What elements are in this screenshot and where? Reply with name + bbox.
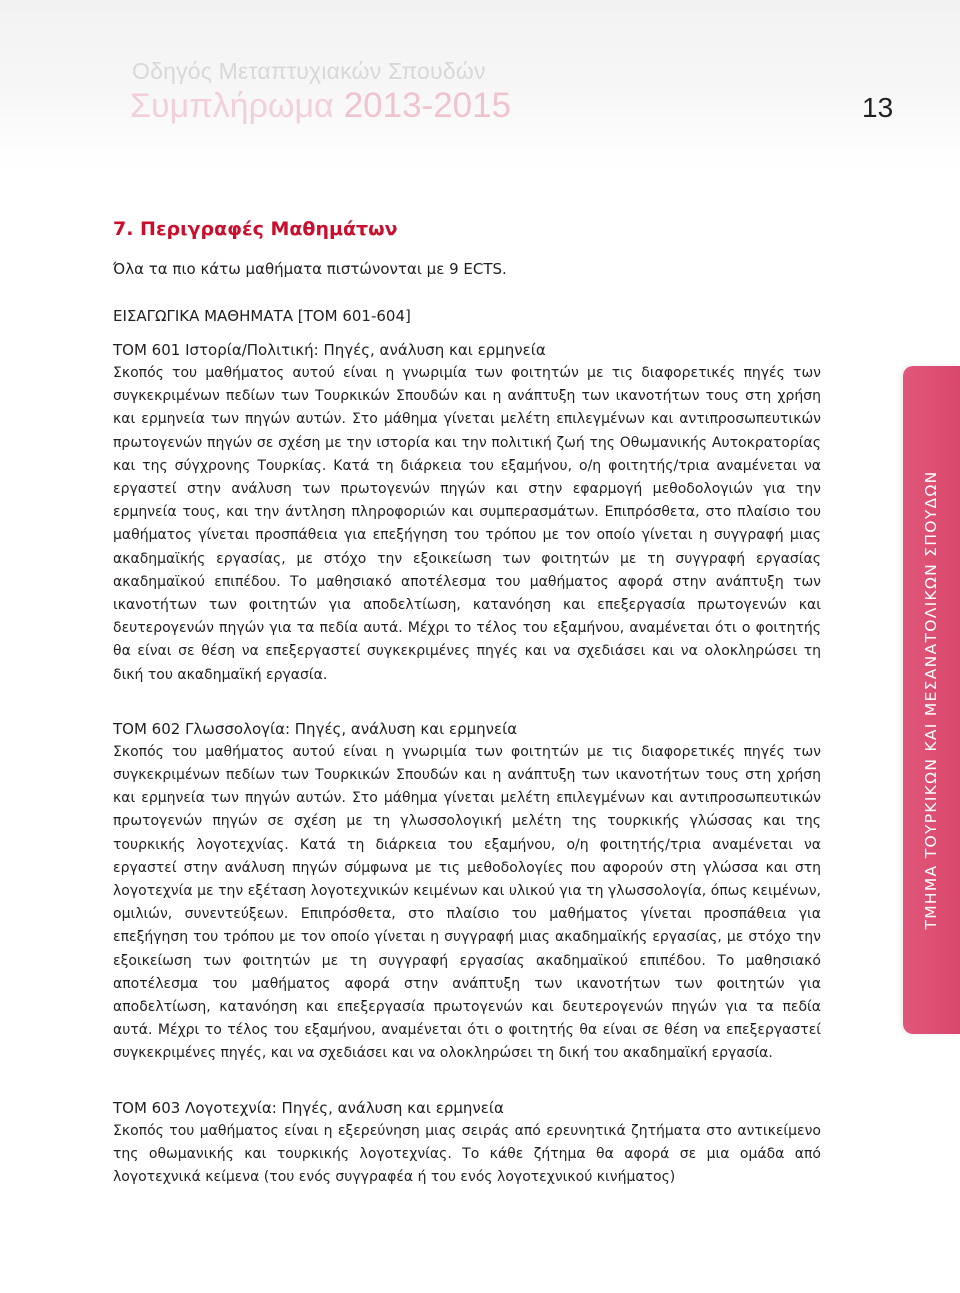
course-description: Σκοπός του μαθήματος αυτού είναι η γνωριμία των φοιτητών με τις διαφορετικές πηγές των συγκεκριμένων πεδίων των Τουρκικών Σπουδών και η ανάπτυξη των ικανοτήτων τους στη χρήση και ερμηνεία των πηγών αυτών. Στο μάθημα γίνεται μελέτη επιλεγμένων και αντιπροσωπευτικών πρωτογενών πηγών σε σχέση με τη γλωσσολογική μελέτη της τουρκικής γλώσσας και της τουρκικής λογοτεχνίας. Κατά τη διάρκεια του εξαμήνου, ο/η φοιτητής/τρια αναμένεται να εργαστεί στην ανάλυση πηγών σύμφωνα με τις μεθοδολογίες που αφορούν στη γλώσσα και στη λογοτεχνία με την εξέταση λογοτεχνικών κειμένων και υλικού για τη γλωσσολογία, όπως κειμένων, ομιλιών, συνεντεύξεων. Επιπρόσθετα, στο πλαίσιο του μαθήματος γίνεται προσπάθεια για επεξήγηση του τρόπου με τον οποίο γίνεται η συγγραφή μιας ακαδημαϊκής εργασίας, με στόχο την εξοικείωση των φοιτητών με τη συγγραφή εργασίας ακαδημαϊκού επιπέδου. Το μαθησιακό αποτέλεσμα του μαθήματος αφορά στην ανάπτυξη των ικανοτήτων των φοιτητών για αποδελτίωση, κατανόηση και επεξεργασία πρωτογενών και δευτερογενών πηγών για τα πεδία αυτά. Μέχρι το τέλος του εξαμήνου, αναμένεται ότι ο φοιτητής θα είναι σε θέση να επεξεργαστεί συγκεκριμένες πηγές, και να σχεδιάσει και να ολοκληρώσει τη δική του ακαδημαϊκή εργασία. xyxy=(113,743,821,1062)
supplement-years: 2013-2015 xyxy=(343,86,512,125)
course-title: ΤΟΜ 603 Λογοτεχνία: Πηγές, ανάλυση και ερμηνεία xyxy=(113,1098,504,1117)
course-tom-603 xyxy=(113,1096,821,1190)
supplement-label: Συμπλήρωμα xyxy=(130,87,334,125)
page-number: 13 xyxy=(862,92,894,123)
ects-note: Όλα τα πιο κάτω μαθήματα πιστώνονται με 9 ECTS. xyxy=(113,260,507,278)
guide-title: Οδηγός Μεταπτυχιακών Σπουδών xyxy=(132,58,486,84)
course-title: ΤΟΜ 602 Γλωσσολογία: Πηγές, ανάλυση και ερμηνεία xyxy=(113,719,518,738)
department-side-tab xyxy=(903,366,960,1034)
section-title: 7. Περιγραφές Μαθημάτων xyxy=(113,218,398,240)
supplement-heading xyxy=(130,86,511,126)
course-description: Σκοπός του μαθήματος είναι η εξερεύνηση μιας σειράς από ερευνητικά ζητήματα στο αντικείμενο της οθωμανικής και τουρκικής λογοτεχνίας. Το κάθε ζήτημα θα αφορά σε μια ομάδα από λογοτεχνικά κείμενα (του ενός συγγραφέα ή του ενός λογοτεχνικού κινήματος) xyxy=(113,1122,821,1186)
course-title: ΤΟΜ 601 Ιστορία/Πολιτική: Πηγές, ανάλυση και ερμηνεία xyxy=(113,341,546,359)
course-description: Σκοπός του μαθήματος αυτού είναι η γνωριμία των φοιτητών με τις διαφορετικές πηγές των συγκεκριμένων πεδίων των Τουρκικών Σπουδών και η ανάπτυξη των ικανοτήτων τους στη χρήση και ερμηνεία των πηγών αυτών. Στο μάθημα γίνεται μελέτη επιλεγμένων και αντιπροσωπευτικών πρωτογενών πηγών σε σχέση με την ιστορία και την πολιτική ζωή της Οθωμανικής Αυτοκρατορίας και της σύγχρονης Τουρκίας. Κατά τη διάρκεια του εξαμήνου, ο/η φοιτητής/τρια αναμένεται να εργαστεί στην ανάλυση των πρωτογενών πηγών και στην εφαρμογή μεθοδολογιών για την ερμηνεία τους, και την άντληση πληροφοριών και συμπερασμάτων. Επιπρόσθετα, στο πλαίσιο του μαθήματος γίνεται προσπάθεια για επεξήγηση του τρόπου με τον οποίο γίνεται η συγγραφή μιας ακαδημαϊκής εργασίας, με στόχο την εξοικείωση των φοιτητών με τη συγγραφή εργασίας ακαδημαϊκού επιπέδου. Το μαθησιακό αποτέλεσμα του μαθήματος αφορά στην ανάπτυξη των ικανοτήτων των φοιτητών για αποδελτίωση, κατανόηση και επεξεργασία πρωτογενών και δευτερογενών πηγών για τα πεδία αυτά. Μέχρι το τέλος του εξαμήνου, αναμένεται ότι ο φοιτητής θα είναι σε θέση να επεξεργαστεί συγκεκριμένες πηγές και να σχεδιάσει και να ολοκληρώσει τη δική του ακαδημαϊκή εργασία. xyxy=(113,365,821,683)
category-heading: ΕΙΣΑΓΩΓΙΚΑ ΜΑΘΗΜΑΤΑ [ΤΟΜ 601-604] xyxy=(113,307,411,325)
course-tom-601 xyxy=(113,338,821,687)
main-content xyxy=(113,218,821,1189)
course-tom-602 xyxy=(113,717,821,1066)
department-name: ΤΜΗΜΑ ΤΟΥΡΚΙΚΩΝ ΚΑΙ ΜΕΣΑΝΑΤΟΛΙΚΩΝ ΣΠΟΥΔΩΝ xyxy=(922,470,940,930)
page-header xyxy=(0,0,960,170)
